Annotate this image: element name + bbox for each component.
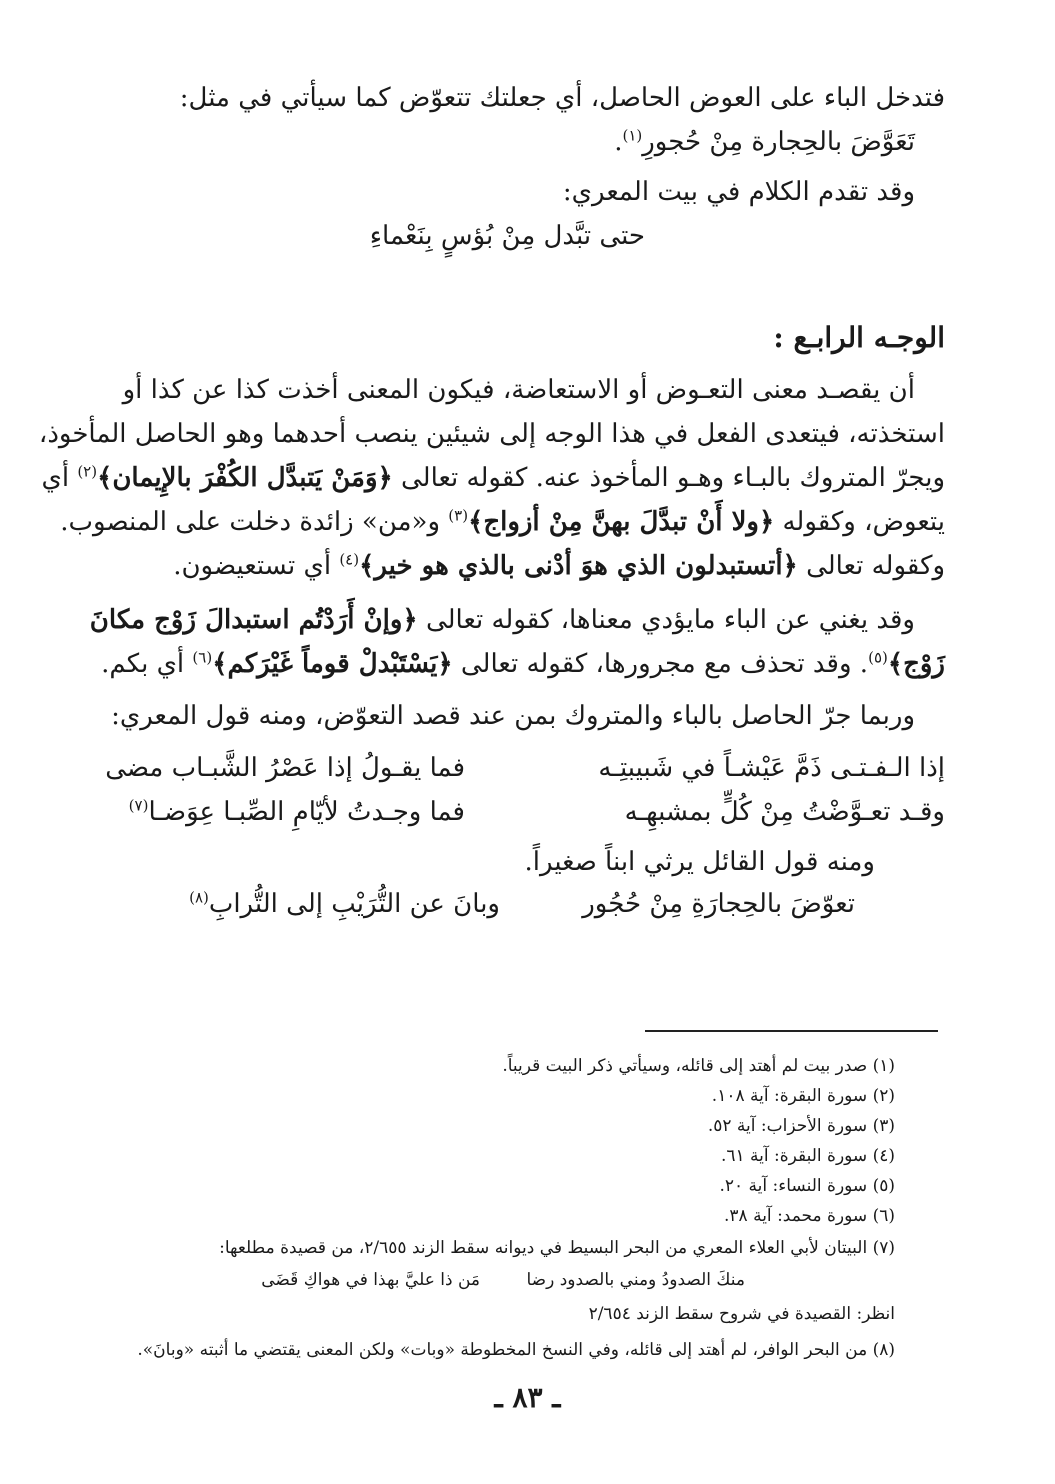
footnote-separator bbox=[645, 1030, 938, 1032]
p1-line-4 bbox=[60, 502, 945, 542]
p1-l4-text: يتعوض، وكقوله bbox=[782, 507, 945, 537]
p2-l1-text: وقد يغني عن الباء مايؤدي معناها، كقوله تعالى bbox=[425, 605, 915, 635]
p2-line-1 bbox=[80, 600, 915, 640]
footnote-ref-2[interactable]: (٢) bbox=[77, 462, 98, 481]
poem2-second-text: وبانَ عن التُّرَيْبِ إلى التُّرابِ bbox=[208, 889, 500, 919]
p1-l3-end: أي bbox=[41, 463, 70, 493]
footnote-2: (٢) سورة البقرة: آية ١٠٨. bbox=[711, 1086, 895, 1106]
quran-quote-4: ﴿أتستبدلون الذي هوَ أدْنى بالذي هو خير﴾ bbox=[359, 551, 798, 581]
p2-l2-text: . وقد تحذف مع مجرورها، كقوله تعالى bbox=[460, 649, 869, 679]
footnote-7-reference: انظر: القصيدة في شروح سقط الزند ٢/٦٥٤ bbox=[588, 1304, 895, 1324]
p1-l4-end: و«من» زائدة دخلت على المنصوب. bbox=[60, 507, 441, 537]
footnote-7-verse-second: مَن ذا عليَّ بهذا في هواكِ قَضَى bbox=[261, 1270, 480, 1290]
footnote-ref-3[interactable]: (٣) bbox=[448, 506, 469, 525]
footnote-4: (٤) سورة البقرة: آية ٦١. bbox=[720, 1146, 895, 1166]
footnote-7-verse-first: منكَ الصدودُ ومني بالصدود رضا bbox=[526, 1270, 745, 1290]
footnote-1: (١) صدر بيت لم أهتد إلى قائله، وسيأتي ذكر البيت قريباً. bbox=[502, 1056, 895, 1076]
footnote-7: (٧) البيتان لأبي العلاء المعري من البحر البسيط في ديوانه سقط الزند ٢/٦٥٥، من قصيدة مطلعها: bbox=[219, 1238, 895, 1258]
p1-line-3 bbox=[41, 458, 945, 498]
poem1-verse2-second-hemistich bbox=[129, 792, 465, 832]
poem1-verse1-second-hemistich: فما يقـولُ إذا عَصْرُ الشَّبـاب مضى bbox=[105, 753, 465, 783]
section-heading: الوجـه الرابـع : bbox=[773, 321, 945, 354]
p1-l3-text: ويجرّ المتروك بالبـاء وهـو المأخوذ عنه. كقوله تعالى bbox=[401, 463, 945, 493]
footnote-ref-7[interactable]: (٧) bbox=[128, 796, 149, 815]
p2-line-2 bbox=[80, 644, 945, 684]
quran-quote-5a: ﴿وإنْ أَرَدْتُم استبدالَ زَوْج مكانَ bbox=[89, 605, 418, 635]
p3-line-1: وربما جرّ الحاصل بالباء والمتروك بمن عند قصد التعوّض، ومنه قول المعري: bbox=[111, 701, 915, 731]
poem2-first-hemistich: تعوّضَ بالحِجارَةِ مِنْ حُجُور bbox=[582, 889, 855, 919]
intro-line-1: فتدخل الباء على العوض الحاصل، أي جعلتك تتعوّض كما سيأتي في مثل: bbox=[179, 83, 945, 113]
p1-l5-text: وكقوله تعالى bbox=[806, 551, 945, 581]
footnote-5: (٥) سورة النساء: آية ٢٠. bbox=[719, 1176, 895, 1196]
quran-quote-3: ﴿ولا أَنْ تبدَّلَ بهنَّ مِنْ أزواج﴾ bbox=[468, 507, 775, 537]
footnote-ref-5[interactable]: (٥) bbox=[868, 648, 888, 667]
footnote-ref-1[interactable]: (١) bbox=[622, 126, 643, 145]
intro-quote: تَعَوَّضَ بالحِجارة مِنْ حُجورِ bbox=[642, 127, 915, 157]
footnote-ref-8[interactable]: (٨) bbox=[189, 888, 209, 907]
p1-line-5 bbox=[80, 546, 945, 586]
quran-quote-2: ﴿وَمَنْ يَتبدَّل الكُفْرَ بالإِيمان﴾ bbox=[97, 463, 393, 493]
footnote-ref-6[interactable]: (٦) bbox=[192, 648, 213, 667]
footnote-6: (٦) سورة محمد: آية ٣٨. bbox=[724, 1206, 895, 1226]
intro-line-2 bbox=[80, 122, 915, 162]
poem1-verse1-first-hemistich: إذا الـفـتـى ذَمَّ عَيْشـاً في شَبيبتِـه bbox=[598, 753, 945, 783]
footnote-ref-4[interactable]: (٤) bbox=[339, 550, 360, 569]
p2-l2-end: أي بكم. bbox=[101, 649, 185, 679]
poem1-verse2-first-hemistich: وقـد تعـوَّضْتُ مِنْ كُلٍّ بمشبهِـه bbox=[624, 797, 945, 827]
intro-line-2-end: . bbox=[614, 127, 623, 157]
intro-verse: حتى تبَّدل مِنْ بُؤسٍ بِنَعْماءِ bbox=[369, 221, 645, 251]
page-number: ـ ٨٣ ـ bbox=[494, 1381, 561, 1414]
p1-line-1: أن يقصـد معنى التعـوض أو الاستعاضة، فيكون المعنى أخذت كذا عن كذا أو bbox=[122, 375, 915, 405]
p1-line-2: استخذته، فيتعدى الفعل في هذا الوجه إلى شيئين ينصب أحدهما وهو الحاصل المأخوذ، bbox=[38, 419, 945, 449]
p1-l5-end: أي تستعيضون. bbox=[173, 551, 332, 581]
quran-quote-6: ﴿يَسْتَبْدلْ قوماً غَيْرَكم﴾ bbox=[212, 649, 453, 679]
quran-quote-5b: زَوْج﴾ bbox=[887, 649, 945, 679]
intro-line-3: وقد تقدم الكلام في بيت المعري: bbox=[562, 177, 915, 207]
footnote-8: (٨) من البحر الوافر، لم أهتد إلى قائله، وفي النسخ المخطوطة «وبات» ولكن المعنى يقتضي ما أثبته «وبانَ». bbox=[137, 1340, 895, 1360]
footnote-3: (٣) سورة الأحزاب: آية ٥٢. bbox=[707, 1116, 895, 1136]
poem1-verse2-second-text: فما وجـدتُ لأيّامِ الصِّبـا عِوَضـا bbox=[148, 797, 465, 827]
poem2-second-hemistich bbox=[189, 884, 500, 924]
p4-line-1: ومنه قول القائل يرثي ابناً صغيراً. bbox=[524, 847, 875, 877]
